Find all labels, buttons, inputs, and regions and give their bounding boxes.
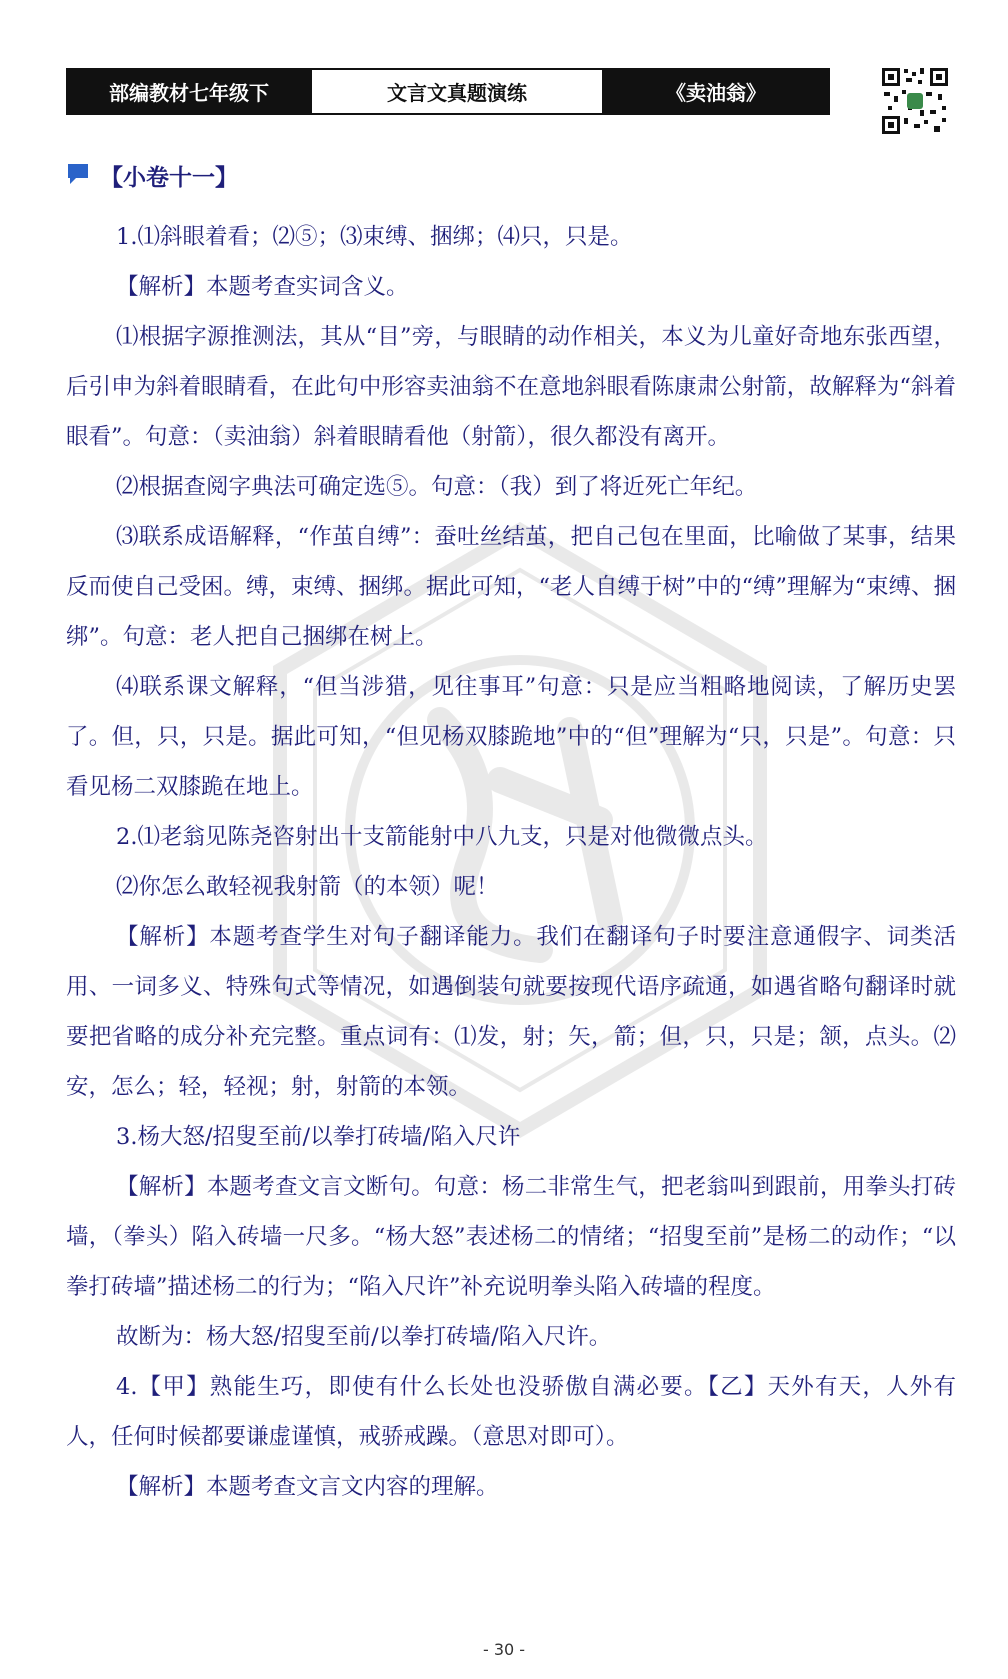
qr-code-icon — [880, 66, 950, 136]
header-section-label: 文言文真题演练 — [310, 70, 604, 113]
header-lesson-title: 《卖油翁》 — [604, 70, 828, 113]
paragraph: ⑵你怎么敢轻视我射箭（的本领）呢！ — [116, 874, 499, 900]
paragraph: 【解析】本题考查文言文断句。句意：杨二非常生气，把老翁叫到跟前，用拳头打砖墙，（拳头）陷入砖墙一尺多。“杨大怒”表述杨二的情绪；“招叟至前”是杨二的动作；“以拳打砖墙”描述杨二的行为；“陷入尺许”补充说明拳头陷入砖墙的程度。 — [66, 1174, 956, 1300]
page-header — [66, 68, 830, 115]
paragraph: ⑵根据查阅字典法可确定选⑤。句意：（我）到了将近死亡年纪。 — [116, 474, 758, 500]
paragraph: 【解析】本题考查文言文内容的理解。 — [116, 1474, 499, 1500]
paragraph: 【解析】本题考查实词含义。 — [116, 274, 409, 300]
paragraph: 3.杨大怒/招叟至前/以拳打砖墙/陷入尺许 — [116, 1124, 521, 1150]
paragraph: ⑷联系课文解释，“但当涉猎，见往事耳”句意：只是应当粗略地阅读，了解历史罢了。但，只，只是。据此可知，“但见杨双膝跪地”中的“但”理解为“只，只是”。句意：只看见杨二双膝跪在地上。 — [66, 674, 956, 800]
page-number: - 30 - — [482, 1640, 526, 1659]
paragraph: 【解析】本题考查学生对句子翻译能力。我们在翻译句子时要注意通假字、词类活用、一词多义、特殊句式等情况，如遇倒装句就要按现代语序疏通，如遇省略句翻译时就要把省略的成分补充完整。重点词有：⑴发，射；矢，箭；但，只，只是；颔，点头。⑵安，怎么；轻，轻视；射，射箭的本领。 — [66, 924, 956, 1100]
paragraph: 4.【甲】熟能生巧，即使有什么长处也没骄傲自满必要。【乙】天外有天，人外有人，任何时候都要谦虚谨慎，戒骄戒躁。（意思对即可）。 — [66, 1374, 956, 1450]
paragraph: 2.⑴老翁见陈尧咨射出十支箭能射中八九支，只是对他微微点头。 — [116, 824, 768, 850]
header-textbook-label: 部编教材七年级下 — [68, 70, 310, 113]
paragraph: ⑶联系成语解释，“作茧自缚”：蚕吐丝结茧，把自己包在里面，比喻做了某事，结果反而使自己受困。缚，束缚、捆绑。据此可知，“老人自缚于树”中的“缚”理解为“束缚、捆绑”。句意：老人把自己捆绑在树上。 — [66, 524, 957, 650]
bookmark-flag-icon — [66, 161, 94, 189]
section-title — [66, 158, 238, 192]
paragraph: 1.⑴斜眼着看；⑵⑤；⑶束缚、捆绑；⑷只，只是。 — [116, 224, 633, 250]
paragraph: ⑴根据字源推测法，其从“目”旁，与眼睛的动作相关，本义为儿童好奇地东张西望，后引申为斜着眼睛看，在此句中形容卖油翁不在意地斜眼看陈康肃公射箭，故解释为“斜着眼看”。句意：（卖油翁）斜着眼睛看他（射箭），很久都没有离开。 — [66, 324, 956, 450]
answer-content — [66, 212, 956, 1512]
paragraph: 故断为：杨大怒/招叟至前/以拳打砖墙/陷入尺许。 — [116, 1324, 612, 1350]
section-title-text: 【小卷十一】 — [100, 164, 238, 191]
